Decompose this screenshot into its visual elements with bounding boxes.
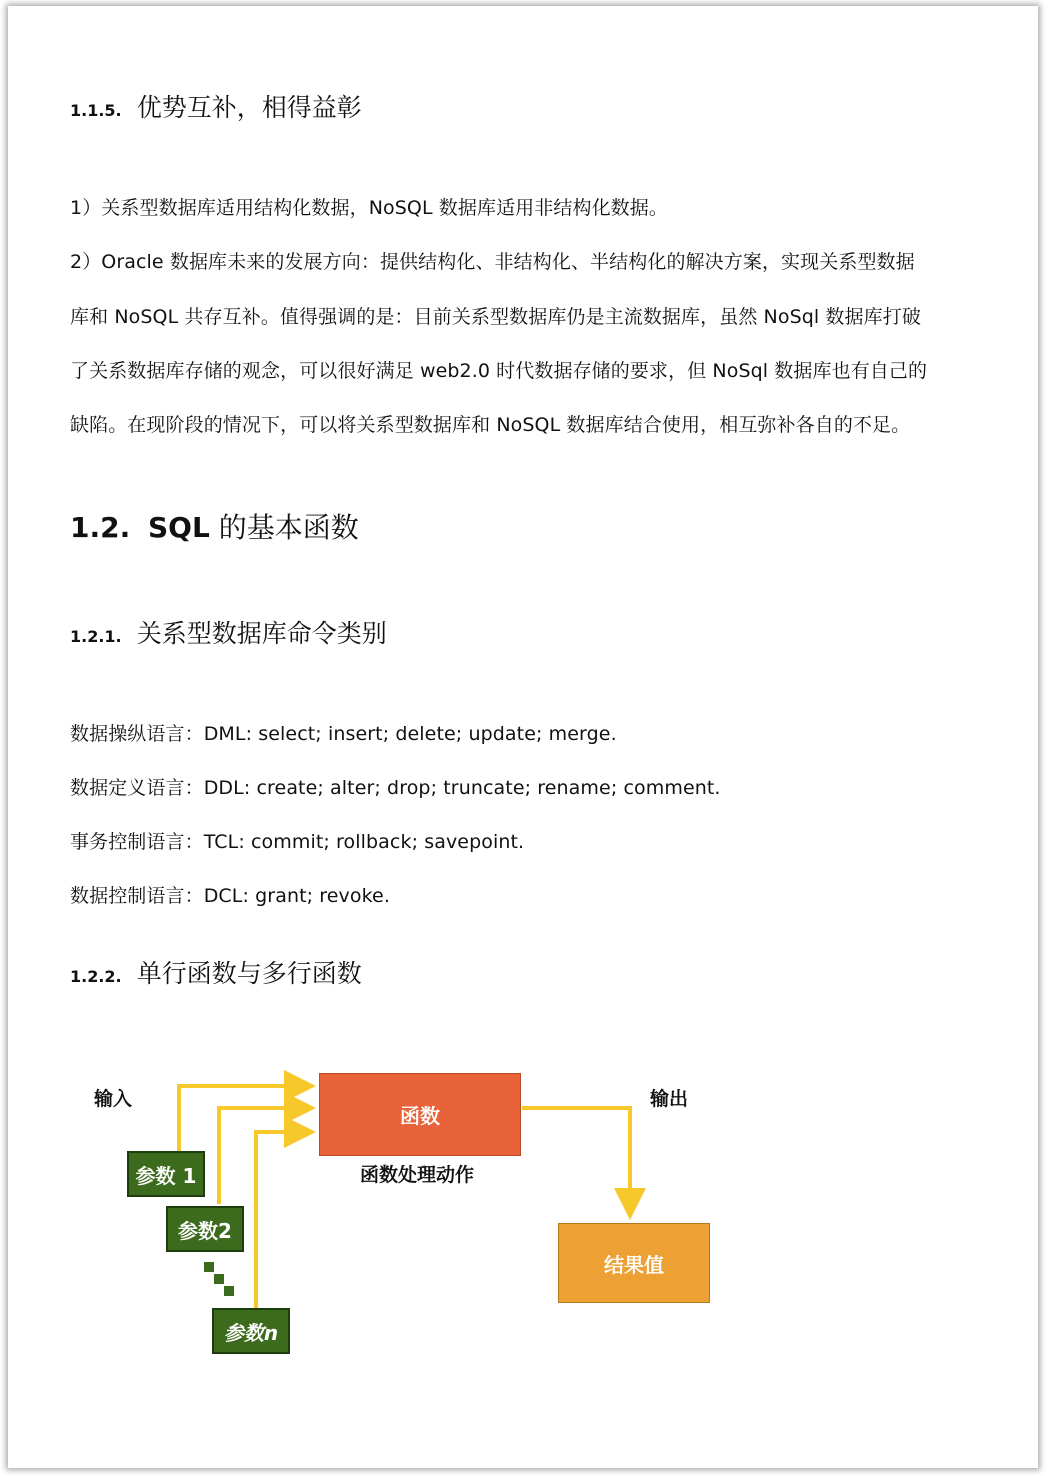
section-title: 优势互补，相得益彰 (136, 93, 362, 122)
section-title: 单行函数与多行函数 (136, 959, 362, 988)
input-arrow-1 (179, 1086, 308, 1151)
section-number: 1.2. (70, 511, 131, 544)
input-label: 输入 (94, 1088, 133, 1110)
function-box (319, 1073, 521, 1156)
document-page (8, 6, 1038, 1468)
ellipsis-dot (204, 1262, 214, 1272)
function-flow-diagram (8, 6, 1038, 1468)
output-arrow (522, 1108, 630, 1212)
param-label: 参数2 (178, 1218, 232, 1243)
result-box (558, 1223, 710, 1303)
input-arrow-n (256, 1132, 308, 1308)
section-title: 关系型数据库命令类别 (136, 619, 387, 648)
command-category-line: 数据控制语言：DCL: grant; revoke. (70, 885, 390, 907)
paragraph-line: 缺陷。在现阶段的情况下，可以将关系型数据库和 NoSQL 数据库结合使用，相互弥补各自的不足。 (70, 414, 911, 436)
output-label: 输出 (650, 1088, 689, 1110)
command-category-line: 数据操纵语言：DML: select; insert; delete; update; merge. (70, 723, 617, 745)
command-category-line: 事务控制语言：TCL: commit; rollback; savepoint. (70, 831, 525, 853)
command-category-line: 数据定义语言：DDL: create; alter; drop; truncate; rename; comment. (70, 777, 721, 799)
section-number: 1.2.2. (70, 967, 122, 986)
param-label: 参数 1 (135, 1163, 197, 1188)
section-title-rest: 的基本函数 (209, 511, 359, 544)
paragraph-line: 了关系数据库存储的观念，可以很好满足 web2.0 时代数据存储的要求，但 NoSql 数据库也有自己的 (70, 360, 928, 382)
ellipsis-dot (214, 1274, 224, 1284)
section-number: 1.2.1. (70, 627, 122, 646)
param-box-1 (127, 1151, 205, 1197)
paragraph-line: 2）Oracle 数据库未来的发展方向：提供结构化、非结构化、半结构化的解决方案，实现关系型数据 (70, 251, 915, 273)
paragraph-line: 库和 NoSQL 共存互补。值得强调的是：目前关系型数据库仍是主流数据库，虽然 NoSql 数据库打破 (70, 306, 921, 328)
section-title-bold: SQL (148, 511, 210, 544)
param-box-2 (166, 1206, 244, 1252)
param-box-n (212, 1308, 290, 1354)
diagram-arrows (8, 6, 1038, 1468)
function-label: 函数 (400, 1104, 440, 1128)
paragraph-line: 1）关系型数据库适用结构化数据，NoSQL 数据库适用非结构化数据。 (70, 197, 668, 219)
param-label: 参数n (223, 1320, 279, 1345)
ellipsis-dot (224, 1286, 234, 1296)
input-arrow-2 (219, 1108, 308, 1204)
function-caption: 函数处理动作 (360, 1164, 475, 1186)
section-number: 1.1.5. (70, 101, 122, 120)
result-label: 结果值 (604, 1252, 664, 1277)
